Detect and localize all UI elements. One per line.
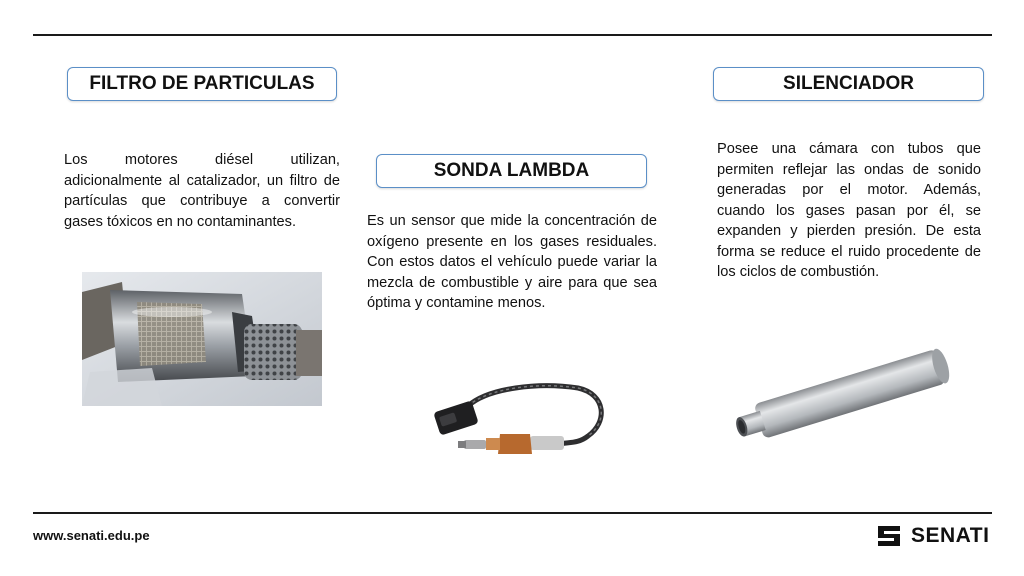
- footer-url: www.senati.edu.pe: [33, 528, 150, 543]
- sonda-heading: [376, 154, 647, 188]
- particle-filter-image: [82, 272, 322, 406]
- sonda-title: SONDA LAMBDA: [433, 160, 590, 181]
- muffler-image: [733, 345, 959, 445]
- filtro-description: Los motores diésel utilizan, adicionalmente al catalizador, un filtro de partículas que contribuye a convertir gases tóxicos en no contaminantes.: [64, 152, 340, 230]
- filtro-heading: [67, 67, 337, 101]
- top-divider: [33, 34, 992, 36]
- bottom-divider: [33, 512, 992, 514]
- senati-logo-icon: [874, 522, 904, 550]
- senati-logo: [874, 522, 989, 550]
- filtro-title: FILTRO DE PARTICULAS: [89, 73, 315, 94]
- sonda-description: Es un sensor que mide la concentración de oxígeno presente en los gases residuales. Con estos datos el vehículo puede variar la mezcla de combustible y aire para que sea óptima y contamine menos.: [367, 213, 657, 311]
- senati-brand: SENATI: [911, 524, 990, 547]
- lambda-sensor-image: [428, 378, 610, 472]
- silenciador-description: Posee una cámara con tubos que permiten reflejar las ondas de sonido generadas por el motor. Además, cuando los gases pasan por él, se expanden y pierden presión. De esta forma se reduce el ruido procedente de los ciclos de combustión.: [717, 141, 981, 280]
- silenciador-heading: [713, 67, 984, 101]
- silenciador-title: SILENCIADOR: [783, 73, 914, 94]
